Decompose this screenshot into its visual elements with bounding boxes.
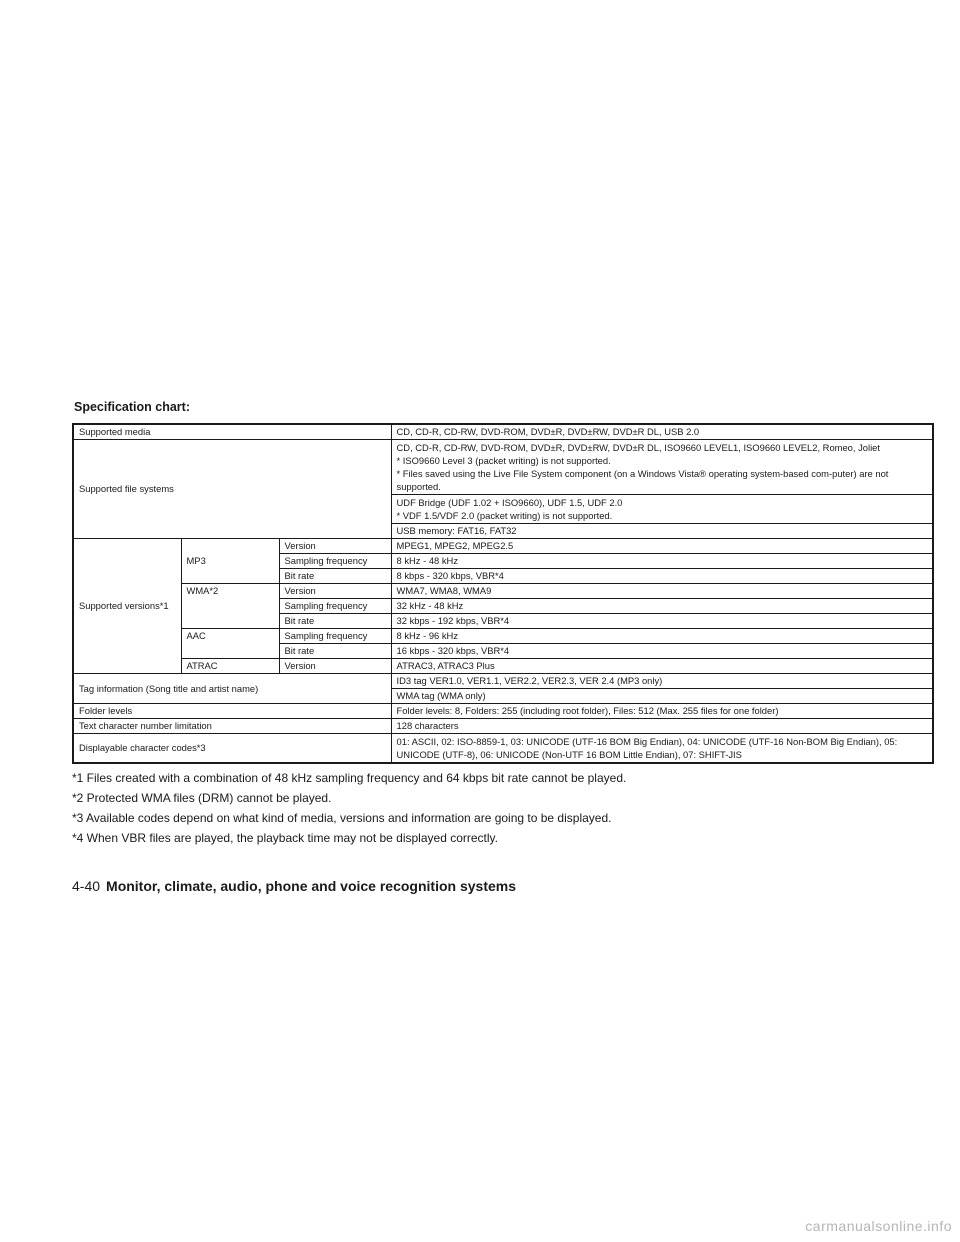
table-row [73,584,933,599]
file-systems-value-cd [391,440,933,495]
file-systems-udf-line: UDF Bridge (UDF 1.02 + ISO9660), UDF 1.5, UDF 2.0 [396,497,623,508]
mp3-param-sampling: Sampling frequency [279,554,391,569]
spec-page-content [72,398,934,848]
aac-value-sampling: 8 kHz - 96 kHz [391,629,933,644]
aac-param-bitrate: Bit rate [279,644,391,659]
folder-levels-value: Folder levels: 8, Folders: 255 (including root folder), Files: 512 (Max. 255 files for one folder) [391,704,933,719]
file-systems-value-udf [391,495,933,524]
format-name-atrac: ATRAC [181,659,279,674]
tag-info-label: Tag information (Song title and artist name) [73,674,391,704]
table-row [73,674,933,689]
table-row [73,440,933,495]
folder-levels-label: Folder levels [73,704,391,719]
atrac-param-version: Version [279,659,391,674]
wma-value-version: WMA7, WMA8, WMA9 [391,584,933,599]
specification-table [72,423,934,764]
wma-param-sampling: Sampling frequency [279,599,391,614]
format-name-aac: AAC [181,629,279,659]
file-systems-vista-note: * Files saved using the Live File System component (on a Windows Vista® operating system-based com-puter) are not supported. [396,468,889,492]
char-codes-value: 01: ASCII, 02: ISO-8859-1, 03: UNICODE (UTF-16 BOM Big Endian), 04: UNICODE (UTF-16 Non-BOM Big Endian), 05: UNICODE (UTF-8), 06: UNICODE (Non-UTF 16 BOM Little Endian), 07: SHIFT-JIS [391,734,933,764]
aac-value-bitrate: 16 kbps - 320 kbps, VBR*4 [391,644,933,659]
chapter-title: Monitor, climate, audio, phone and voice recognition systems [106,878,516,894]
format-name-wma: WMA*2 [181,584,279,629]
page-number: 4-40 [72,878,101,894]
file-systems-value-usb: USB memory: FAT16, FAT32 [391,524,933,539]
mp3-value-sampling: 8 kHz - 48 kHz [391,554,933,569]
file-systems-iso-note: * ISO9660 Level 3 (packet writing) is not supported. [396,455,611,466]
file-systems-label: Supported file systems [73,440,391,539]
section-title: Specification chart: [74,400,190,414]
footnotes [72,768,934,848]
tag-info-value-wma: WMA tag (WMA only) [391,689,933,704]
table-row [73,629,933,644]
text-limit-value: 128 characters [391,719,933,734]
table-row [73,659,933,674]
watermark: carmanualsonline.info [805,1218,952,1234]
mp3-value-bitrate: 8 kbps - 320 kbps, VBR*4 [391,569,933,584]
format-name-mp3: MP3 [181,539,279,584]
char-codes-label: Displayable character codes*3 [73,734,391,764]
supported-media-label: Supported media [73,424,391,440]
table-row [73,424,933,440]
tag-info-value-id3: ID3 tag VER1.0, VER1.1, VER2.2, VER2.3, VER 2.4 (MP3 only) [391,674,933,689]
wma-param-bitrate: Bit rate [279,614,391,629]
table-row [73,539,933,554]
wma-value-bitrate: 32 kbps - 192 kbps, VBR*4 [391,614,933,629]
file-systems-cd-line: CD, CD-R, CD-RW, DVD-ROM, DVD±R, DVD±RW, DVD±R DL, ISO9660 LEVEL1, ISO9660 LEVEL2, Romeo, Joliet [396,442,880,453]
text-limit-label: Text character number limitation [73,719,391,734]
aac-param-sampling: Sampling frequency [279,629,391,644]
footnote-4: *4 When VBR files are played, the playback time may not be displayed correctly. [72,831,498,845]
footnote-1: *1 Files created with a combination of 48 kHz sampling frequency and 64 kbps bit rate cannot be played. [72,771,627,785]
mp3-param-bitrate: Bit rate [279,569,391,584]
supported-media-value: CD, CD-R, CD-RW, DVD-ROM, DVD±R, DVD±RW, DVD±R DL, USB 2.0 [391,424,933,440]
file-systems-vdf-note: * VDF 1.5/VDF 2.0 (packet writing) is not supported. [396,510,613,521]
mp3-param-version: Version [279,539,391,554]
table-row [73,719,933,734]
supported-versions-label: Supported versions*1 [73,539,181,674]
mp3-value-version: MPEG1, MPEG2, MPEG2.5 [391,539,933,554]
footnote-2: *2 Protected WMA files (DRM) cannot be played. [72,791,332,805]
wma-param-version: Version [279,584,391,599]
wma-value-sampling: 32 kHz - 48 kHz [391,599,933,614]
table-row [73,704,933,719]
footnote-3: *3 Available codes depend on what kind of media, versions and information are going to be displayed. [72,811,612,825]
atrac-value-version: ATRAC3, ATRAC3 Plus [391,659,933,674]
page-footer [72,876,516,896]
table-row [73,734,933,764]
